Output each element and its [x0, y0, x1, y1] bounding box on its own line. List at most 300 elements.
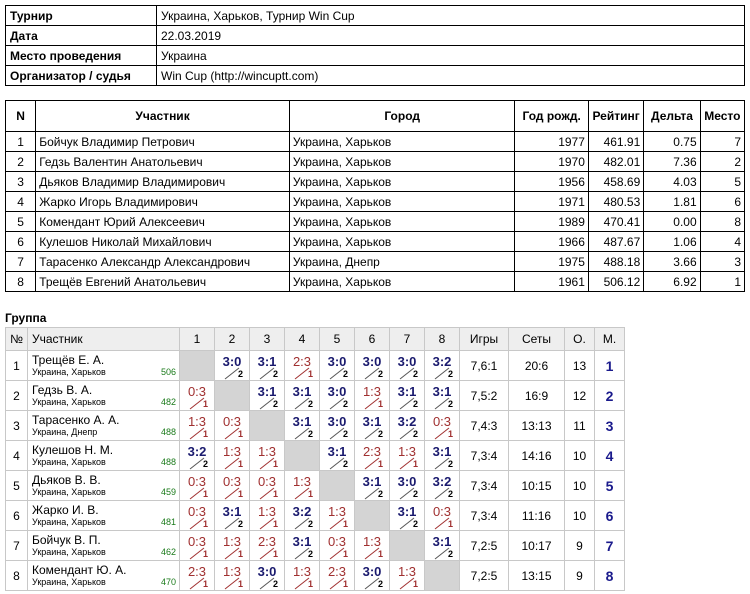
group-match-result: [215, 531, 250, 561]
group-match-result: [320, 441, 355, 471]
group-player-city: Украина, Харьков: [32, 577, 106, 587]
group-points: 12: [565, 381, 595, 411]
group-diagonal-cell: [425, 561, 460, 591]
match-result-box: [425, 501, 459, 530]
group-points: 9: [565, 531, 595, 561]
participant-name: Кулешов Николай Михайлович: [36, 232, 290, 252]
participant-rating: 480.53: [588, 192, 643, 212]
match-points: 2: [202, 459, 208, 469]
match-result-box: [285, 531, 319, 560]
match-score: 1:3: [222, 534, 242, 549]
group-place: 5: [595, 471, 625, 501]
match-points: 1: [447, 519, 453, 529]
group-player-cell: [28, 501, 180, 531]
match-score: 3:1: [432, 534, 452, 549]
match-result-box: [180, 411, 214, 440]
group-diagonal-cell: [390, 531, 425, 561]
participant-name: Жарко Игорь Владимирович: [36, 192, 290, 212]
match-points: 2: [272, 399, 278, 409]
participants-header-row: [6, 101, 745, 132]
match-result-box: [390, 501, 424, 530]
match-points: 1: [202, 549, 208, 559]
participants-header-cell: N: [6, 101, 36, 132]
match-result-box: [215, 561, 249, 590]
match-points: 2: [412, 429, 418, 439]
group-match-result: [285, 561, 320, 591]
match-result-box: [285, 561, 319, 590]
match-points: 1: [377, 399, 383, 409]
group-match-result: [355, 351, 390, 381]
match-score: 1:3: [362, 534, 382, 549]
match-points: 2: [412, 369, 418, 379]
group-row-number: 4: [6, 441, 28, 471]
match-points: 1: [342, 549, 348, 559]
group-sets: 13:13: [509, 411, 565, 441]
group-player-name: Жарко И. В.: [32, 503, 99, 517]
group-header-sets: Сеты: [509, 328, 565, 351]
group-match-result: [355, 531, 390, 561]
match-points: 1: [272, 519, 278, 529]
participant-number: 7: [6, 252, 36, 272]
participant-city: Украина, Харьков: [289, 272, 515, 292]
participant-number: 8: [6, 272, 36, 292]
group-match-result: [320, 531, 355, 561]
match-score: 3:1: [292, 384, 312, 399]
group-match-result: [285, 381, 320, 411]
info-value: Украина, Харьков, Турнир Win Cup: [157, 6, 745, 26]
group-row-number: 8: [6, 561, 28, 591]
participant-number: 3: [6, 172, 36, 192]
match-points: 2: [447, 399, 453, 409]
group-match-result: [250, 351, 285, 381]
group-games: 7,2:5: [460, 561, 509, 591]
participant-place: 8: [700, 212, 744, 232]
group-header-opponent: 3: [250, 328, 285, 351]
match-score: 1:3: [397, 444, 417, 459]
match-score: 3:1: [432, 444, 452, 459]
match-points: 2: [447, 369, 453, 379]
match-points: 1: [342, 579, 348, 589]
match-score: 0:3: [222, 414, 242, 429]
group-player-info: [28, 381, 179, 410]
match-score: 3:1: [397, 384, 417, 399]
match-score: 1:3: [222, 444, 242, 459]
group-row: [6, 411, 625, 441]
participants-header-cell: Участник: [36, 101, 290, 132]
participant-row: [6, 272, 745, 292]
match-points: 2: [342, 459, 348, 469]
group-match-result: [390, 501, 425, 531]
participant-city: Украина, Харьков: [289, 212, 515, 232]
participant-city: Украина, Харьков: [289, 132, 515, 152]
group-player-info: [28, 561, 179, 590]
match-result-box: [390, 381, 424, 410]
info-row: [6, 66, 745, 86]
match-score: 3:0: [397, 354, 417, 369]
group-player-cell: [28, 381, 180, 411]
participant-rating: 458.69: [588, 172, 643, 192]
match-points: 2: [412, 399, 418, 409]
match-points: 2: [447, 549, 453, 559]
match-score: 2:3: [327, 564, 347, 579]
match-result-box: [215, 471, 249, 500]
group-match-result: [425, 471, 460, 501]
group-match-result: [215, 471, 250, 501]
match-result-box: [250, 441, 284, 470]
participant-row: [6, 212, 745, 232]
group-points: 9: [565, 561, 595, 591]
match-result-box: [390, 411, 424, 440]
group-place: 3: [595, 411, 625, 441]
participant-number: 5: [6, 212, 36, 232]
match-points: 1: [237, 549, 243, 559]
group-match-result: [425, 351, 460, 381]
match-score: 3:1: [292, 534, 312, 549]
group-games: 7,3:4: [460, 441, 509, 471]
match-result-box: [390, 441, 424, 470]
match-points: 1: [272, 549, 278, 559]
group-player-name: Бойчук В. П.: [32, 533, 101, 547]
match-result-box: [250, 351, 284, 380]
group-diagonal-cell: [180, 351, 215, 381]
match-result-box: [180, 561, 214, 590]
group-match-result: [425, 441, 460, 471]
participant-row: [6, 232, 745, 252]
group-header-participant: Участник: [28, 328, 180, 351]
match-result-box: [355, 381, 389, 410]
group-header-place: М.: [595, 328, 625, 351]
match-points: 1: [202, 579, 208, 589]
group-player-cell: [28, 441, 180, 471]
participant-name: Бойчук Владимир Петрович: [36, 132, 290, 152]
match-points: 2: [342, 369, 348, 379]
group-match-result: [180, 411, 215, 441]
participants-header-cell: Год рожд.: [515, 101, 588, 132]
match-score: 0:3: [432, 414, 452, 429]
group-player-city: Украина, Харьков: [32, 367, 106, 377]
match-points: 2: [307, 519, 313, 529]
participant-delta: 3.66: [644, 252, 700, 272]
group-player-name: Трещёв Е. А.: [32, 353, 105, 367]
match-score: 3:0: [257, 564, 277, 579]
match-points: 2: [272, 369, 278, 379]
group-player-rating: 459: [160, 487, 176, 497]
group-match-result: [285, 501, 320, 531]
participant-name: Тарасенко Александр Александрович: [36, 252, 290, 272]
group-player-rating: 462: [160, 547, 176, 557]
match-score: 3:2: [432, 354, 452, 369]
match-score: 3:0: [327, 384, 347, 399]
match-result-box: [180, 441, 214, 470]
match-score: 3:2: [187, 444, 207, 459]
group-header-number: №: [6, 328, 28, 351]
match-result-box: [355, 471, 389, 500]
match-score: 0:3: [187, 384, 207, 399]
match-score: 1:3: [362, 384, 382, 399]
match-result-box: [320, 561, 354, 590]
match-points: 2: [377, 489, 383, 499]
participant-rating: 482.01: [588, 152, 643, 172]
match-result-box: [355, 531, 389, 560]
participant-row: [6, 132, 745, 152]
group-player-name: Дьяков В. В.: [32, 473, 101, 487]
group-row: [6, 351, 625, 381]
match-points: 2: [377, 579, 383, 589]
participant-birth-year: 1970: [515, 152, 588, 172]
group-match-result: [215, 351, 250, 381]
group-points: 13: [565, 351, 595, 381]
group-header-opponent: 8: [425, 328, 460, 351]
group-match-result: [180, 501, 215, 531]
group-sets: 14:16: [509, 441, 565, 471]
group-player-cell: [28, 561, 180, 591]
group-match-result: [355, 441, 390, 471]
group-row-number: 6: [6, 501, 28, 531]
participant-delta: 0.00: [644, 212, 700, 232]
participant-name: Гедзь Валентин Анатольевич: [36, 152, 290, 172]
group-match-result: [180, 471, 215, 501]
participant-row: [6, 252, 745, 272]
group-player-cell: [28, 351, 180, 381]
group-player-cell: [28, 471, 180, 501]
group-sets: 11:16: [509, 501, 565, 531]
participant-place: 1: [700, 272, 744, 292]
match-result-box: [390, 471, 424, 500]
group-match-result: [390, 411, 425, 441]
group-place: 8: [595, 561, 625, 591]
group-match-result: [250, 561, 285, 591]
match-result-box: [320, 351, 354, 380]
participant-number: 4: [6, 192, 36, 212]
match-result-box: [425, 441, 459, 470]
match-score: 3:0: [362, 354, 382, 369]
group-sets: 10:15: [509, 471, 565, 501]
group-player-rating: 470: [160, 577, 176, 587]
match-score: 1:3: [187, 414, 207, 429]
participant-rating: 488.18: [588, 252, 643, 272]
match-score: 1:3: [222, 564, 242, 579]
participant-row: [6, 192, 745, 212]
participant-birth-year: 1966: [515, 232, 588, 252]
participant-delta: 1.06: [644, 232, 700, 252]
match-score: 3:1: [327, 444, 347, 459]
match-result-box: [285, 411, 319, 440]
match-points: 2: [412, 519, 418, 529]
group-match-result: [355, 411, 390, 441]
match-result-box: [320, 531, 354, 560]
group-player-name: Кулешов Н. М.: [32, 443, 114, 457]
match-result-box: [320, 501, 354, 530]
group-header-opponent: 6: [355, 328, 390, 351]
participant-row: [6, 172, 745, 192]
match-score: 1:3: [292, 564, 312, 579]
match-result-box: [320, 411, 354, 440]
match-result-box: [215, 441, 249, 470]
participant-delta: 4.03: [644, 172, 700, 192]
group-row-number: 2: [6, 381, 28, 411]
match-score: 3:1: [362, 414, 382, 429]
match-score: 3:2: [397, 414, 417, 429]
group-sets: 16:9: [509, 381, 565, 411]
match-points: 1: [412, 459, 418, 469]
participant-city: Украина, Харьков: [289, 172, 515, 192]
group-games: 7,4:3: [460, 411, 509, 441]
match-result-box: [250, 501, 284, 530]
group-match-result: [390, 441, 425, 471]
info-key: Дата: [6, 26, 157, 46]
match-result-box: [425, 351, 459, 380]
group-match-result: [215, 441, 250, 471]
group-match-result: [250, 501, 285, 531]
info-value: 22.03.2019: [157, 26, 745, 46]
participant-delta: 1.81: [644, 192, 700, 212]
match-score: 1:3: [292, 474, 312, 489]
participant-birth-year: 1977: [515, 132, 588, 152]
match-score: 3:0: [362, 564, 382, 579]
group-player-rating: 488: [160, 457, 176, 467]
match-score: 2:3: [292, 354, 312, 369]
group-title: Группа: [5, 311, 47, 325]
group-player-name: Комендант Ю. А.: [32, 563, 127, 577]
group-match-result: [320, 351, 355, 381]
group-player-city: Украина, Днепр: [32, 427, 98, 437]
match-score: 3:1: [397, 504, 417, 519]
participants-header-cell: Дельта: [644, 101, 700, 132]
match-result-box: [320, 381, 354, 410]
match-points: 2: [272, 579, 278, 589]
match-result-box: [320, 441, 354, 470]
match-result-box: [390, 351, 424, 380]
match-points: 2: [307, 399, 313, 409]
group-player-rating: 482: [160, 397, 176, 407]
group-player-info: [28, 441, 179, 470]
match-points: 2: [237, 519, 243, 529]
match-score: 0:3: [257, 474, 277, 489]
match-score: 0:3: [432, 504, 452, 519]
match-points: 1: [202, 519, 208, 529]
match-result-box: [215, 411, 249, 440]
match-result-box: [250, 471, 284, 500]
match-score: 3:0: [327, 414, 347, 429]
participant-place: 4: [700, 232, 744, 252]
participant-delta: 0.75: [644, 132, 700, 152]
group-games: 7,2:5: [460, 531, 509, 561]
group-header-opponent: 4: [285, 328, 320, 351]
match-result-box: [215, 501, 249, 530]
match-score: 0:3: [187, 474, 207, 489]
group-match-result: [250, 471, 285, 501]
info-row: [6, 6, 745, 26]
participant-number: 1: [6, 132, 36, 152]
match-score: 3:1: [432, 384, 452, 399]
group-games: 7,3:4: [460, 471, 509, 501]
group-match-result: [390, 381, 425, 411]
group-match-result: [320, 381, 355, 411]
match-score: 2:3: [362, 444, 382, 459]
participant-birth-year: 1971: [515, 192, 588, 212]
participant-rating: 461.91: [588, 132, 643, 152]
match-score: 3:1: [257, 384, 277, 399]
group-match-result: [215, 411, 250, 441]
group-match-result: [250, 531, 285, 561]
match-points: 2: [377, 369, 383, 379]
group-sets: 20:6: [509, 351, 565, 381]
match-score: 3:1: [257, 354, 277, 369]
group-player-rating: 481: [160, 517, 176, 527]
match-points: 2: [307, 549, 313, 559]
group-diagonal-cell: [215, 381, 250, 411]
match-points: 1: [412, 579, 418, 589]
group-match-result: [250, 381, 285, 411]
match-score: 3:1: [222, 504, 242, 519]
group-header-opponent: 1: [180, 328, 215, 351]
group-match-result: [425, 411, 460, 441]
match-result-box: [180, 501, 214, 530]
participant-number: 6: [6, 232, 36, 252]
info-key: Турнир: [6, 6, 157, 26]
group-row-number: 3: [6, 411, 28, 441]
match-points: 1: [237, 429, 243, 439]
match-points: 2: [412, 489, 418, 499]
match-result-box: [285, 471, 319, 500]
match-points: 2: [447, 489, 453, 499]
participant-name: Трещёв Евгений Анатольевич: [36, 272, 290, 292]
participants-header-cell: Город: [289, 101, 515, 132]
match-result-box: [355, 561, 389, 590]
group-player-city: Украина, Харьков: [32, 517, 106, 527]
participant-birth-year: 1975: [515, 252, 588, 272]
group-match-result: [425, 531, 460, 561]
group-match-result: [390, 471, 425, 501]
group-match-result: [215, 561, 250, 591]
group-row-number: 5: [6, 471, 28, 501]
group-match-result: [355, 471, 390, 501]
group-player-info: [28, 501, 179, 530]
group-match-result: [355, 561, 390, 591]
group-player-city: Украина, Харьков: [32, 487, 106, 497]
group-player-city: Украина, Харьков: [32, 547, 106, 557]
tournament-info-table: [5, 5, 745, 86]
match-result-box: [390, 561, 424, 590]
group-match-result: [180, 561, 215, 591]
participant-place: 2: [700, 152, 744, 172]
match-score: 2:3: [187, 564, 207, 579]
match-result-box: [215, 531, 249, 560]
match-points: 2: [237, 369, 243, 379]
match-score: 0:3: [327, 534, 347, 549]
group-match-result: [320, 411, 355, 441]
participant-rating: 470.41: [588, 212, 643, 232]
match-score: 3:1: [362, 474, 382, 489]
participants-header-cell: Рейтинг: [588, 101, 643, 132]
match-points: 1: [307, 489, 313, 499]
match-score: 2:3: [257, 534, 277, 549]
group-match-result: [285, 531, 320, 561]
group-player-city: Украина, Харьков: [32, 397, 106, 407]
match-result-box: [180, 471, 214, 500]
match-result-box: [425, 381, 459, 410]
group-place: 6: [595, 501, 625, 531]
group-player-info: [28, 471, 179, 500]
info-row: [6, 46, 745, 66]
group-player-cell: [28, 531, 180, 561]
group-sets: 13:15: [509, 561, 565, 591]
group-points: 10: [565, 501, 595, 531]
group-player-rating: 488: [160, 427, 176, 437]
match-points: 1: [307, 579, 313, 589]
match-points: 1: [377, 549, 383, 559]
group-place: 1: [595, 351, 625, 381]
